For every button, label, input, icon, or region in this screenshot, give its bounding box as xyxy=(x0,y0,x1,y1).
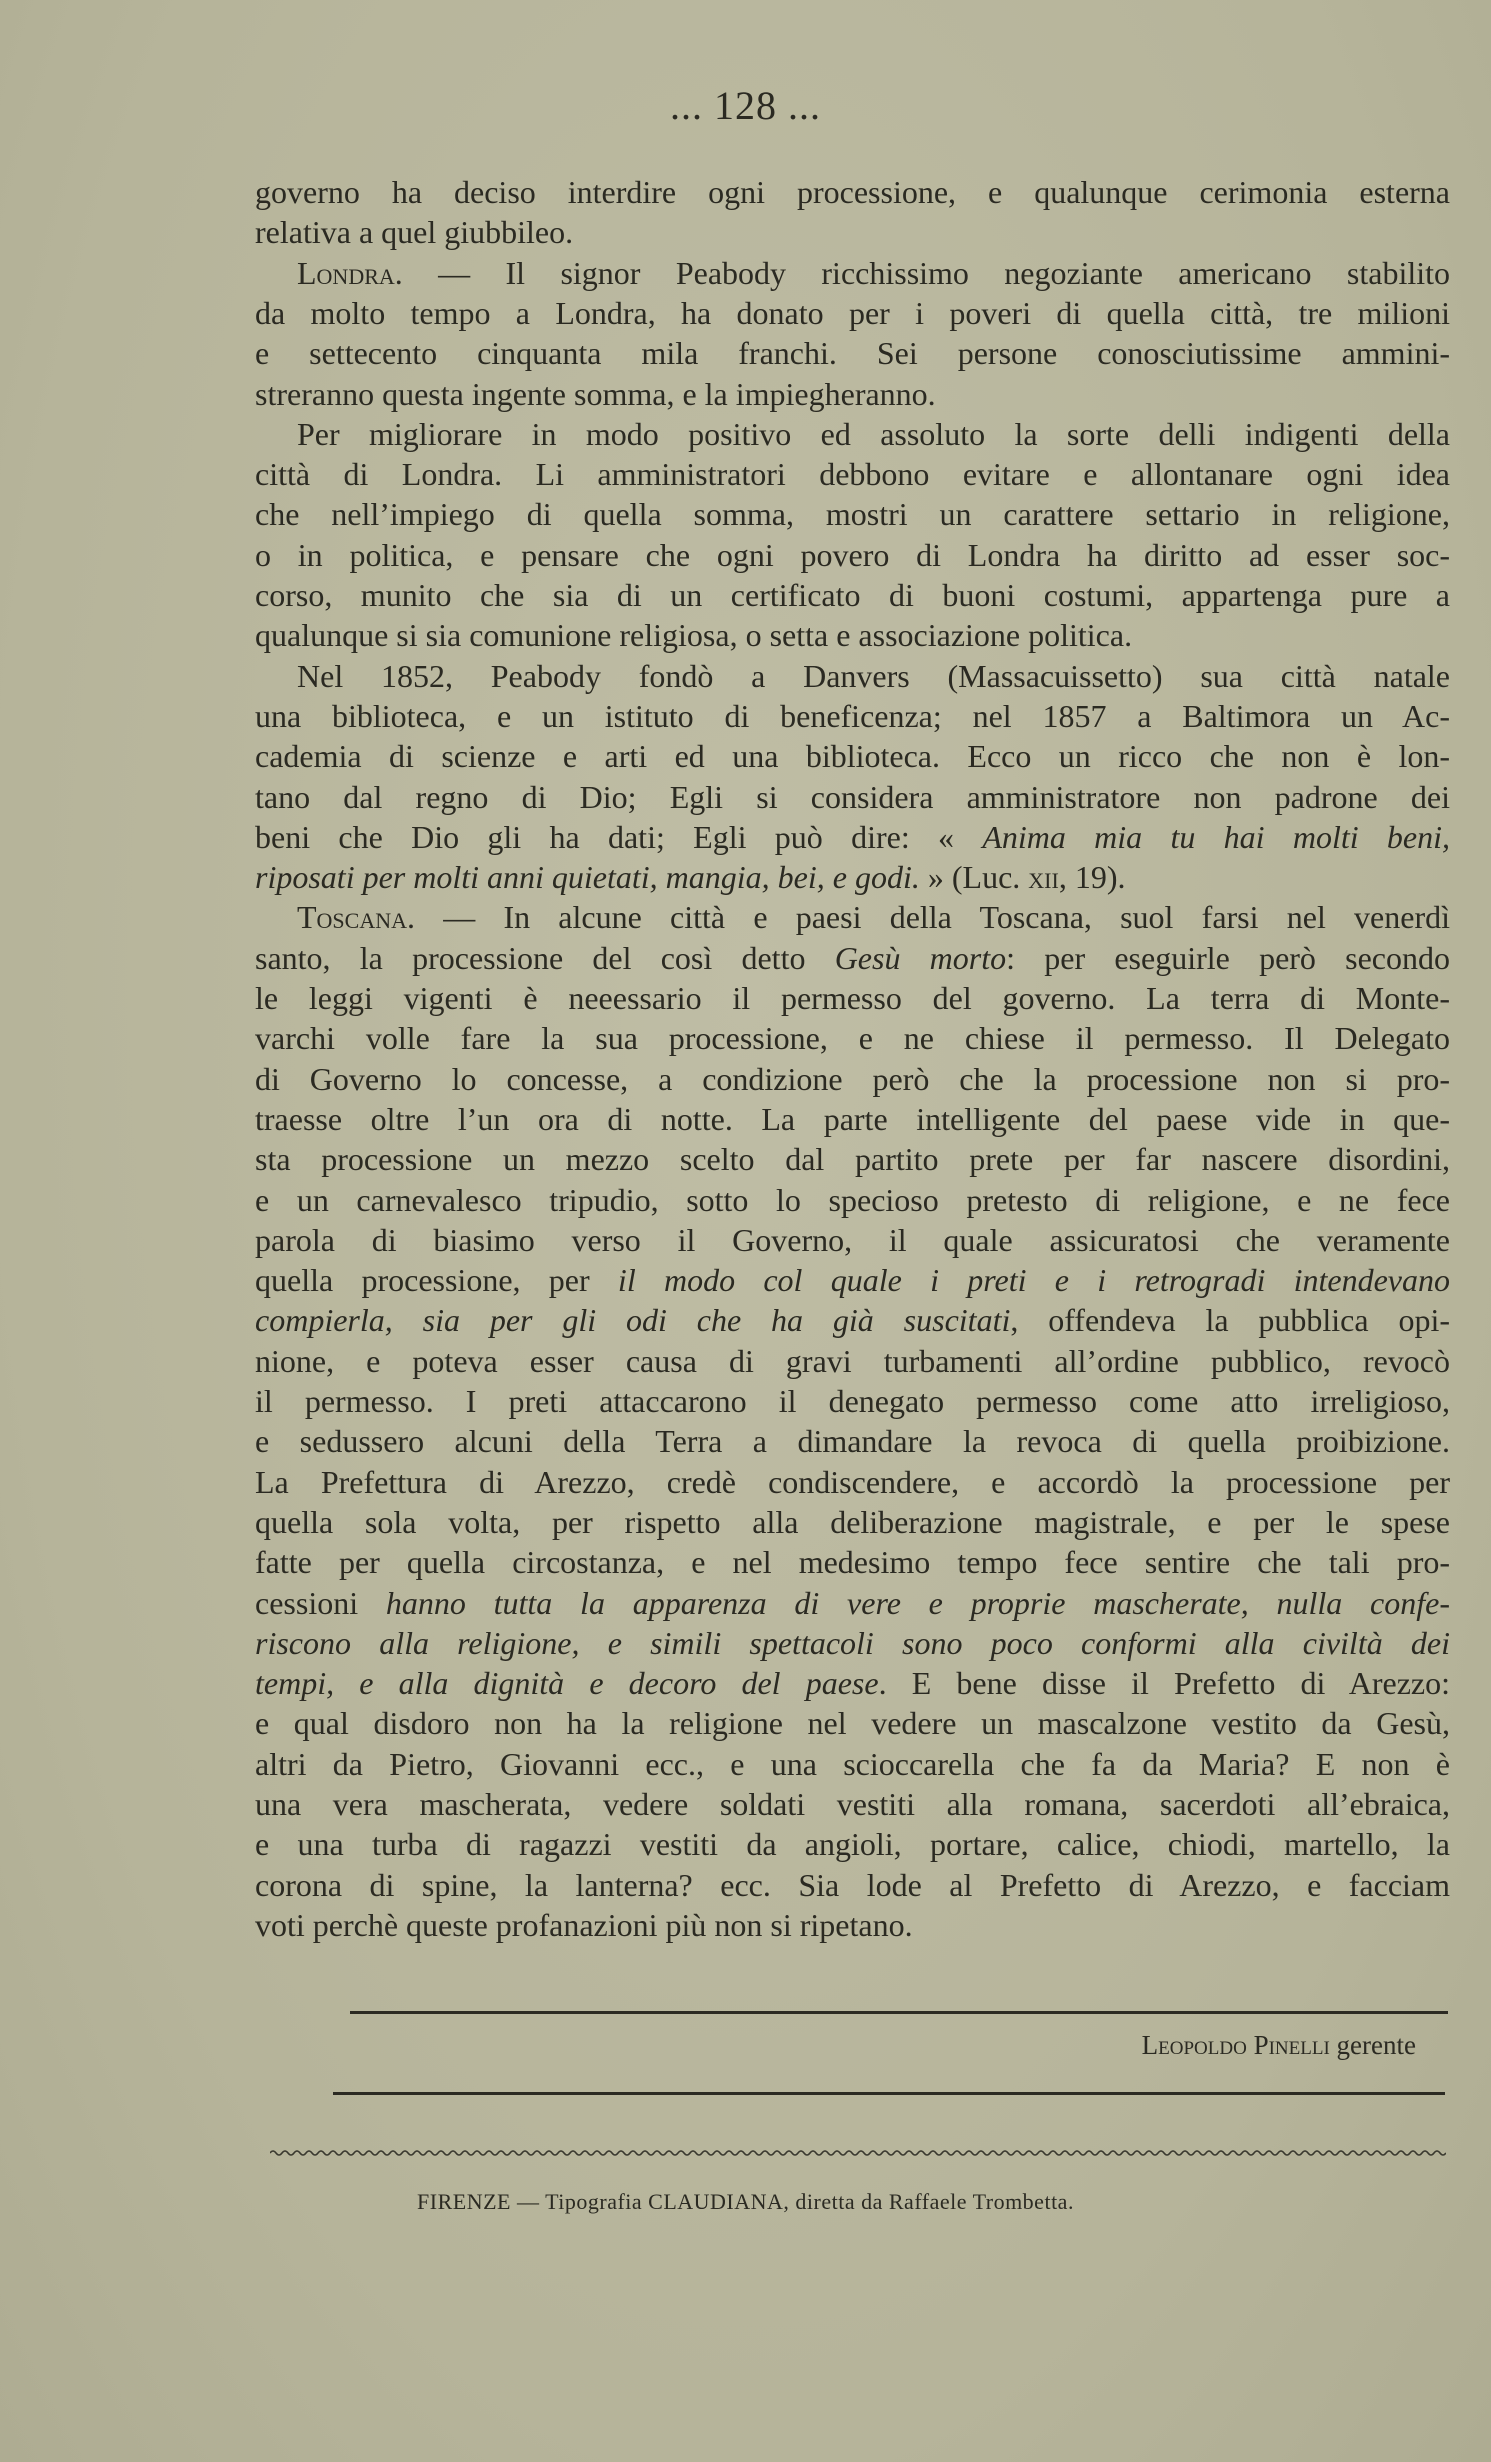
text-line xyxy=(255,696,1450,736)
text-line xyxy=(255,454,1450,494)
text-run: streranno questa ingente somma, e la impiegheranno. xyxy=(255,375,936,412)
text-line xyxy=(255,1139,1450,1179)
text-run: varchi volle fare la sua processione, e ne chiese il permesso. Il Delegato xyxy=(255,1020,1450,1057)
text-line xyxy=(255,1059,1450,1099)
text-run: e una turba di ragazzi vestiti da angioli, portare, calice, chiodi, martello, la xyxy=(255,1826,1450,1863)
text-line xyxy=(255,1099,1450,1139)
wavy-rule xyxy=(270,2146,1446,2160)
text-line xyxy=(255,938,1450,978)
text-line xyxy=(255,1744,1450,1784)
text-run: e un carnevalesco tripudio, sotto lo specioso pretesto di religione, e ne fece xyxy=(255,1181,1450,1218)
text-run: quella sola volta, per rispetto alla deliberazione magistrale, e per le spese xyxy=(255,1503,1450,1540)
separator-rule-top xyxy=(350,2011,1448,2014)
text-run: città di Londra. Li amministratori debbono evitare e allontanare ogni idea xyxy=(255,456,1450,493)
text-run: tano dal regno di Dio; Egli si considera amministratore non padrone dei xyxy=(255,778,1450,815)
text-run: . E bene disse il Prefetto di Arezzo: xyxy=(878,1665,1450,1702)
text-run: Nel 1852, Peabody fondò a Danvers (Massacuissetto) sua città natale xyxy=(297,657,1450,694)
text-line xyxy=(255,1341,1450,1381)
text-line xyxy=(255,535,1450,575)
text-line xyxy=(255,212,1450,252)
italic-text: compierla, sia per gli odi che ha già suscitati xyxy=(255,1302,1011,1339)
text-line xyxy=(255,172,1450,212)
text-line xyxy=(255,817,1450,857)
text-line xyxy=(255,494,1450,534)
text-run: una biblioteca, e un istituto di beneficenza; nel 1857 a Baltimora un Ac- xyxy=(255,697,1450,734)
text-run: La Prefettura di Arezzo, credè condiscendere, e accordò la processione per xyxy=(255,1463,1450,1500)
signature-role: gerente xyxy=(1329,2030,1416,2060)
text-line xyxy=(255,1502,1450,1542)
text-line xyxy=(255,857,1450,897)
italic-text: tempi, e alla dignità e decoro del paese xyxy=(255,1665,879,1702)
text-run: altri da Pietro, Giovanni ecc., e una scioccarella che fa da Maria? E non è xyxy=(255,1745,1450,1782)
text-line xyxy=(255,575,1450,615)
signature-name: Leopoldo Pinelli xyxy=(1141,2030,1330,2060)
text-run: traesse oltre l’un ora di notte. La parte intelligente del paese vide in que- xyxy=(255,1100,1450,1137)
text-line xyxy=(297,656,1450,696)
text-run: nione, e poteva esser causa di gravi turbamenti all’ordine pubblico, revocò xyxy=(255,1342,1450,1379)
text-run: governo ha deciso interdire ogni processione, e qualunque cerimonia esterna xyxy=(255,174,1450,210)
text-line xyxy=(255,736,1450,776)
text-run: che nell’impiego di quella somma, mostri un carattere settario in religione, xyxy=(255,496,1450,533)
text-line xyxy=(255,1018,1450,1058)
italic-text: riscono alla religione, e simili spettacoli sono poco conformi alla civiltà dei xyxy=(255,1624,1450,1661)
text-run: santo, la processione del così detto xyxy=(255,939,835,976)
text-line xyxy=(255,1824,1450,1864)
text-run: : per eseguirle però secondo xyxy=(1006,939,1451,976)
text-run: e qual disdoro non ha la religione nel vedere un mascalzone vestito da Gesù, xyxy=(255,1705,1450,1742)
text-run: e sedussero alcuni della Terra a dimandare la revoca di quella proibizione. xyxy=(255,1423,1450,1460)
separator-rule-bottom xyxy=(333,2092,1445,2095)
text-run: , 19). xyxy=(1058,859,1126,896)
text-run: da molto tempo a Londra, ha donato per i poveri di quella città, tre milioni xyxy=(255,294,1450,331)
small-caps-text: Londra. xyxy=(297,254,403,291)
text-line xyxy=(255,615,1450,655)
text-line xyxy=(297,414,1450,454)
text-line xyxy=(255,1421,1450,1461)
text-run: cademia di scienze e arti ed una biblioteca. Ecco un ricco che non è lon- xyxy=(255,738,1450,775)
text-run: e settecento cinquanta mila franchi. Sei persone conosciutissime ammini- xyxy=(255,335,1450,372)
italic-text: Anima mia tu hai molti beni, xyxy=(982,818,1451,855)
italic-text: il modo col quale i preti e i retrogradi intendevano xyxy=(617,1262,1451,1299)
text-run: le leggi vigenti è neeessario il permesso del governo. La terra di Monte- xyxy=(255,980,1450,1016)
text-run: — Il signor Peabody ricchissimo negoziante americano stabilito xyxy=(402,254,1450,291)
text-run: qualunque si sia comunione religiosa, o setta e associazione politica. xyxy=(255,617,1133,654)
text-line xyxy=(255,293,1450,333)
text-line xyxy=(255,1260,1450,1300)
text-line xyxy=(255,333,1450,373)
small-caps-text: Toscana. xyxy=(297,899,416,936)
text-line xyxy=(255,1865,1450,1905)
printer-imprint: FIRENZE — Tipografia CLAUDIANA, diretta da Raffaele Trombetta. xyxy=(417,2189,1074,2214)
italic-text: hanno tutta la apparenza di vere e proprie mascherate, nulla confe- xyxy=(385,1584,1451,1621)
text-line xyxy=(297,253,1450,293)
text-line xyxy=(255,1703,1450,1743)
text-line xyxy=(255,777,1450,817)
text-line xyxy=(255,1381,1450,1421)
text-line xyxy=(255,1905,1450,1945)
text-run: corso, munito che sia di un certificato di buoni costumi, appartenga pure a xyxy=(255,577,1450,613)
text-run: corona di spine, la lanterna? ecc. Sia lode al Prefetto di Arezzo, e facciam xyxy=(255,1866,1450,1903)
text-run: » (Luc. xyxy=(919,859,1029,896)
text-run: — In alcune città e paesi della Toscana, suol farsi nel venerdì xyxy=(415,899,1450,936)
text-run: , offendeva la pubblica opi- xyxy=(1010,1302,1451,1339)
text-run: quella processione, per xyxy=(255,1262,618,1299)
text-line xyxy=(255,1180,1450,1220)
text-line xyxy=(255,1583,1450,1623)
text-run: il permesso. I preti attaccarono il denegato permesso come atto irreligioso, xyxy=(255,1383,1450,1419)
text-line xyxy=(255,1220,1450,1260)
text-run: beni che Dio gli ha dati; Egli può dire: « xyxy=(255,818,983,855)
text-run: parola di biasimo verso il Governo, il quale assicuratosi che veramente xyxy=(255,1221,1450,1258)
text-run: voti perchè queste profanazioni più non si ripetano. xyxy=(255,1906,913,1943)
text-line xyxy=(255,1542,1450,1582)
text-run: sta processione un mezzo scelto dal partito prete per far nascere disordini, xyxy=(255,1141,1450,1178)
text-run: relativa a quel giubbileo. xyxy=(255,214,574,251)
small-caps-text: xii xyxy=(1028,859,1059,896)
text-line xyxy=(255,1623,1450,1663)
text-line xyxy=(255,1784,1450,1824)
page-number: ... 128 ... xyxy=(670,83,821,128)
text-line xyxy=(255,1663,1450,1703)
text-run: o in politica, e pensare che ogni povero di Londra ha diritto ad esser soc- xyxy=(255,536,1450,573)
text-line xyxy=(255,978,1450,1018)
signature xyxy=(1142,2030,1416,2061)
text-run: cessioni xyxy=(255,1584,386,1621)
text-line xyxy=(297,897,1450,937)
text-line xyxy=(255,1300,1450,1340)
text-line xyxy=(255,1462,1450,1502)
text-line xyxy=(255,374,1450,414)
italic-text: riposati per molti anni quietati, mangia, bei, e godi. xyxy=(255,859,920,896)
text-run: Per migliorare in modo positivo ed assoluto la sorte delli indigenti della xyxy=(297,415,1450,452)
text-run: fatte per quella circostanza, e nel medesimo tempo fece sentire che tali pro- xyxy=(255,1544,1450,1581)
text-run: una vera mascherata, vedere soldati vestiti alla romana, sacerdoti all’ebraica, xyxy=(255,1786,1450,1822)
text-run: di Governo lo concesse, a condizione però che la processione non si pro- xyxy=(255,1060,1450,1097)
italic-text: Gesù morto xyxy=(834,939,1007,976)
